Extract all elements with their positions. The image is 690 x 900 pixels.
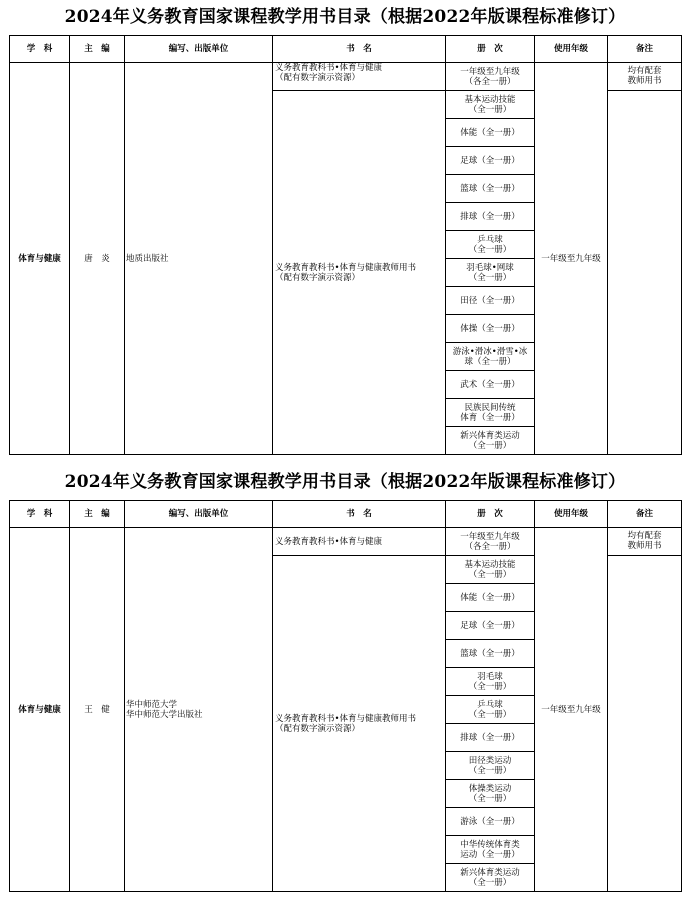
catalog-table-2 [9, 500, 682, 892]
volume-cell: 新兴体育类运动 （全一册） [446, 427, 535, 455]
book-title-cell: 义务教育教科书•体育与健康教师用书 （配有数字演示资源） [273, 556, 446, 892]
volume-cell: 足球（全一册） [446, 147, 535, 175]
remark-cell-empty [608, 556, 682, 892]
remark-cell-empty [608, 91, 682, 455]
book-title-cell: 义务教育教科书•体育与健康教师用书 （配有数字演示资源） [273, 91, 446, 455]
header-editor: 主 编 [70, 36, 125, 63]
header-volume: 册 次 [446, 36, 535, 63]
volume-cell: 民族民间传统 体育（全一册） [446, 399, 535, 427]
volume-cell: 游泳•滑冰•滑雪•冰 球（全一册） [446, 343, 535, 371]
grade-cell: 一年级至九年级 [535, 63, 608, 455]
volume-cell: 篮球（全一册） [446, 640, 535, 668]
header-editor: 主 编 [70, 501, 125, 528]
editor-cell: 唐 炎 [70, 63, 125, 455]
volume-cell: 羽毛球 （全一册） [446, 668, 535, 696]
volume-cell: 田径类运动 （全一册） [446, 752, 535, 780]
volume-cell: 体能（全一册） [446, 119, 535, 147]
volume-cell: 基本运动技能 （全一册） [446, 556, 535, 584]
volume-cell: 乒乓球 （全一册） [446, 231, 535, 259]
book-title-cell: 义务教育教科书•体育与健康 （配有数字演示资源） [273, 63, 446, 91]
header-subject: 学 科 [10, 36, 70, 63]
header-row [10, 36, 682, 63]
volume-cell: 足球（全一册） [446, 612, 535, 640]
volume-cell: 田径（全一册） [446, 287, 535, 315]
volume-cell: 乒乓球 （全一册） [446, 696, 535, 724]
subject-cell: 体育与健康 [10, 63, 70, 455]
header-remark: 备注 [608, 501, 682, 528]
volume-cell: 体能（全一册） [446, 584, 535, 612]
volume-cell: 基本运动技能 （全一册） [446, 91, 535, 119]
subject-cell: 体育与健康 [10, 528, 70, 892]
catalog-table-1 [9, 35, 682, 455]
page-title-2: 2024年义务教育国家课程教学用书目录（根据2022年版课程标准修订） [64, 472, 626, 492]
header-volume: 册 次 [446, 501, 535, 528]
remark-cell: 均有配套 教师用书 [608, 63, 682, 91]
header-remark: 备注 [608, 36, 682, 63]
publisher-cell: 地质出版社 [125, 63, 273, 455]
volume-cell: 一年级至九年级 （各全一册） [446, 63, 535, 91]
volume-cell: 一年级至九年级 （各全一册） [446, 528, 535, 556]
editor-cell: 王 健 [70, 528, 125, 892]
volume-cell: 体操类运动 （全一册） [446, 780, 535, 808]
remark-cell: 均有配套 教师用书 [608, 528, 682, 556]
table-row [10, 528, 682, 556]
volume-cell: 游泳（全一册） [446, 808, 535, 836]
header-row [10, 501, 682, 528]
publisher-cell: 华中师范大学 华中师范大学出版社 [125, 528, 273, 892]
volume-cell: 武术（全一册） [446, 371, 535, 399]
volume-cell: 排球（全一册） [446, 724, 535, 752]
header-grade: 使用年级 [535, 36, 608, 63]
table-row [10, 63, 682, 91]
page-title-1: 2024年义务教育国家课程教学用书目录（根据2022年版课程标准修订） [64, 7, 626, 27]
volume-cell: 排球（全一册） [446, 203, 535, 231]
volume-cell: 中华传统体育类 运动（全一册） [446, 836, 535, 864]
volume-cell: 篮球（全一册） [446, 175, 535, 203]
header-publisher: 编写、出版单位 [125, 36, 273, 63]
volume-cell: 羽毛球•网球 （全一册） [446, 259, 535, 287]
volume-cell: 体操（全一册） [446, 315, 535, 343]
volume-cell: 新兴体育类运动 （全一册） [446, 864, 535, 892]
header-grade: 使用年级 [535, 501, 608, 528]
header-book: 书 名 [273, 501, 446, 528]
header-subject: 学 科 [10, 501, 70, 528]
header-publisher: 编写、出版单位 [125, 501, 273, 528]
grade-cell: 一年级至九年级 [535, 528, 608, 892]
book-title-cell: 义务教育教科书•体育与健康 [273, 528, 446, 556]
header-book: 书 名 [273, 36, 446, 63]
